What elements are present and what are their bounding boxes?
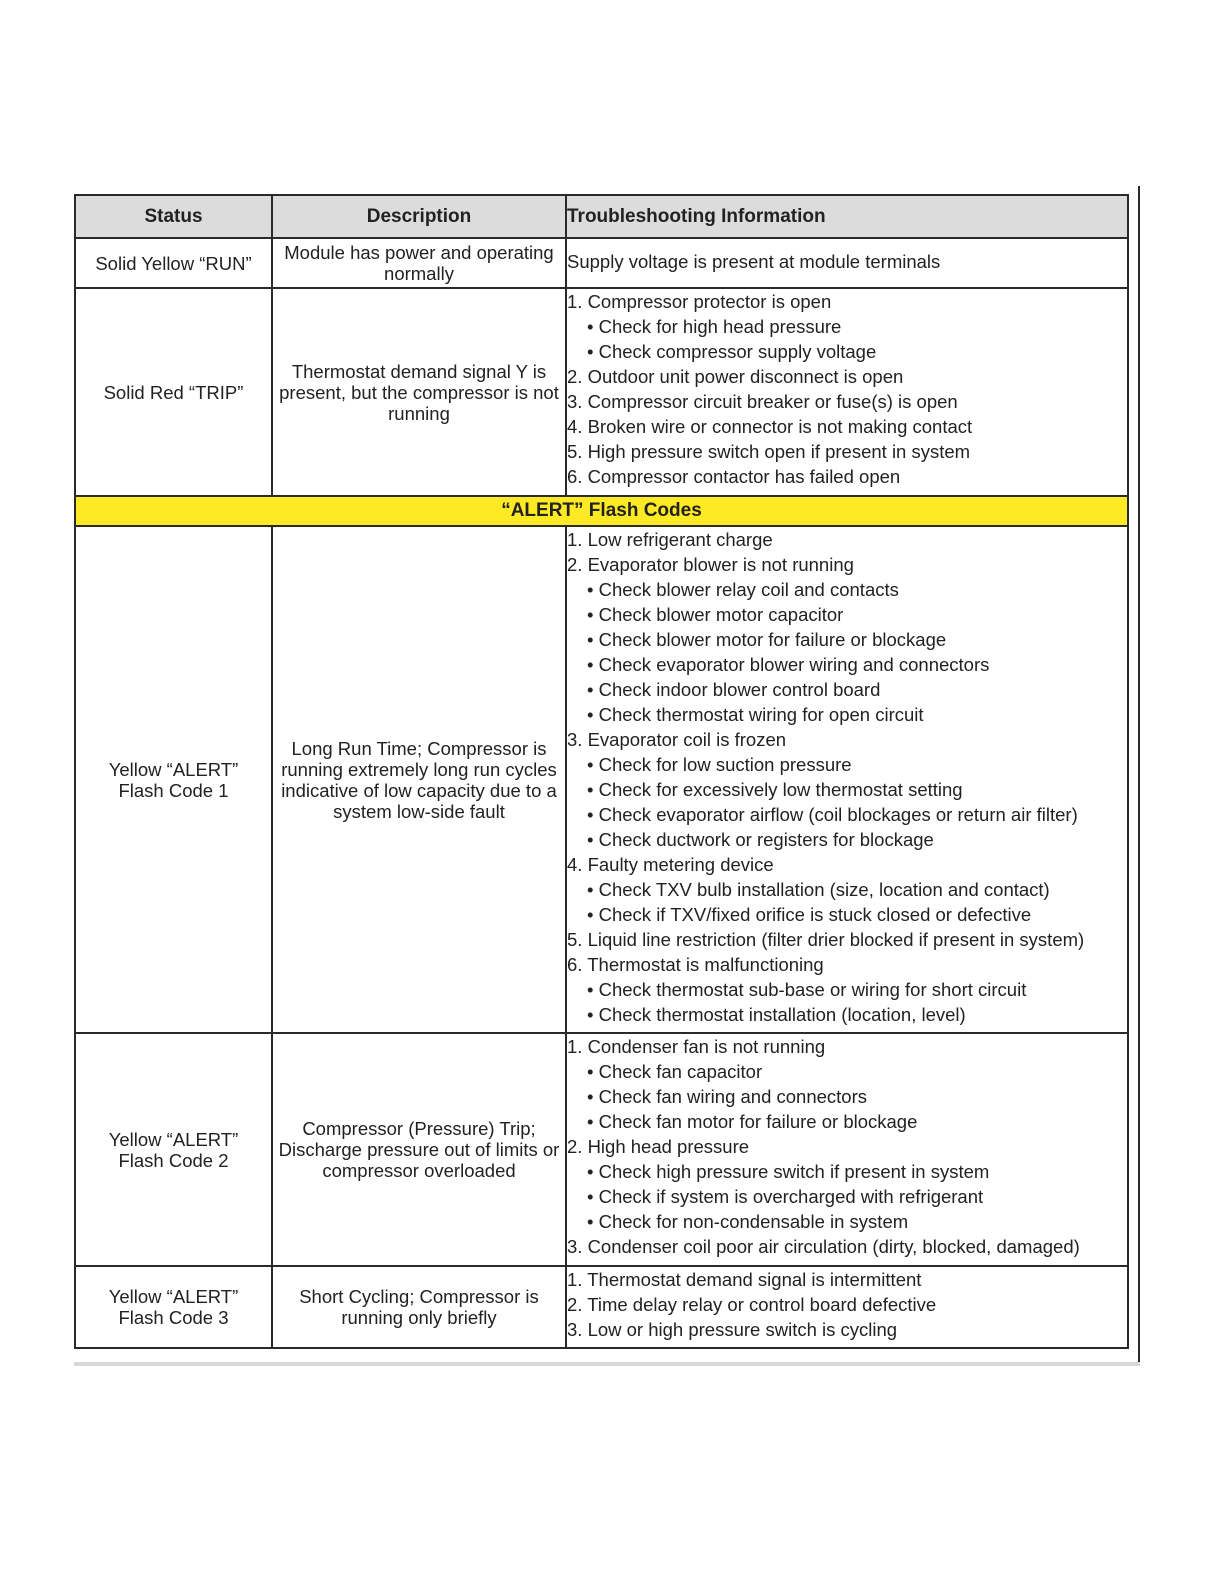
info-subline: • Check if TXV/fixed orifice is stuck closed or defective xyxy=(587,904,1032,925)
header-troubleshooting: Troubleshooting Information xyxy=(566,195,1128,238)
info-subline: • Check thermostat sub-base or wiring for short circuit xyxy=(587,979,1027,1000)
info-subline: • Check fan wiring and connectors xyxy=(587,1086,868,1107)
info-line: 2. Outdoor unit power disconnect is open xyxy=(567,366,904,387)
description-cell: Short Cycling; Compressor is running only briefly xyxy=(272,1266,566,1348)
troubleshooting-cell xyxy=(566,1266,1128,1348)
right-margin-rule xyxy=(1138,186,1140,1366)
info-subline: • Check evaporator blower wiring and connectors xyxy=(587,654,990,675)
info-line: 1. Thermostat demand signal is intermittent xyxy=(567,1269,922,1290)
info-line: 2. Evaporator blower is not running xyxy=(567,554,854,575)
troubleshooting-cell xyxy=(566,526,1128,1033)
alert-code-table xyxy=(74,194,1129,1349)
info-subline: • Check for excessively low thermostat setting xyxy=(587,779,963,800)
info-subline: • Check for low suction pressure xyxy=(587,754,852,775)
troubleshooting-cell xyxy=(566,288,1128,496)
troubleshooting-cell xyxy=(566,1033,1128,1266)
info-subline: • Check blower motor for failure or blockage xyxy=(587,629,947,650)
info-line: 5. High pressure switch open if present in system xyxy=(567,441,971,462)
table-row xyxy=(75,1266,1128,1348)
info-line: 1. Condenser fan is not running xyxy=(567,1036,826,1057)
description-cell: Module has power and operating normally xyxy=(272,238,566,288)
status-cell: Yellow “ALERT” Flash Code 1 xyxy=(75,526,272,1033)
info-subline: • Check blower motor capacitor xyxy=(587,604,844,625)
info-subline: • Check thermostat installation (location, level) xyxy=(587,1004,966,1025)
info-subline: • Check indoor blower control board xyxy=(587,679,881,700)
info-subline: • Check fan capacitor xyxy=(587,1061,763,1082)
description-cell: Long Run Time; Compressor is running extremely long run cycles indicative of low capacity due to a system low-side fault xyxy=(272,526,566,1033)
info-subline: • Check fan motor for failure or blockage xyxy=(587,1111,918,1132)
table-row xyxy=(75,1033,1128,1266)
status-cell: Yellow “ALERT” Flash Code 3 xyxy=(75,1266,272,1348)
info-subline: • Check for non-condensable in system xyxy=(587,1211,909,1232)
table-header-row xyxy=(75,195,1128,238)
info-subline: • Check blower relay coil and contacts xyxy=(587,579,899,600)
header-description: Description xyxy=(272,195,566,238)
table-row xyxy=(75,288,1128,496)
info-line: 4. Broken wire or connector is not making contact xyxy=(567,416,973,437)
info-line: 3. Evaporator coil is frozen xyxy=(567,729,787,750)
info-line: 2. High head pressure xyxy=(567,1136,750,1157)
info-subline: • Check evaporator airflow (coil blockages or return air filter) xyxy=(587,804,1078,825)
info-line: 6. Thermostat is malfunctioning xyxy=(567,954,824,975)
info-line: 1. Low refrigerant charge xyxy=(567,529,773,550)
info-line: 3. Condenser coil poor air circulation (dirty, blocked, damaged) xyxy=(567,1236,1080,1257)
info-subline: • Check if system is overcharged with refrigerant xyxy=(587,1186,984,1207)
info-subline: • Check TXV bulb installation (size, location and contact) xyxy=(587,879,1050,900)
info-subline: • Check thermostat wiring for open circuit xyxy=(587,704,924,725)
info-line: 1. Compressor protector is open xyxy=(567,291,832,312)
status-cell: Solid Yellow “RUN” xyxy=(75,238,272,288)
status-cell: Solid Red “TRIP” xyxy=(75,288,272,496)
alert-band-label: “ALERT” Flash Codes xyxy=(75,496,1128,526)
info-line: Supply voltage is present at module terminals xyxy=(567,251,941,272)
troubleshooting-cell xyxy=(566,238,1128,288)
header-status: Status xyxy=(75,195,272,238)
description-cell: Compressor (Pressure) Trip; Discharge pressure out of limits or compressor overloaded xyxy=(272,1033,566,1266)
info-line: 3. Compressor circuit breaker or fuse(s) is open xyxy=(567,391,958,412)
status-cell: Yellow “ALERT” Flash Code 2 xyxy=(75,1033,272,1266)
table-bottom-shadow xyxy=(74,1362,1140,1366)
table-row xyxy=(75,238,1128,288)
info-subline: • Check ductwork or registers for blockage xyxy=(587,829,934,850)
alert-band-row xyxy=(75,496,1128,526)
info-line: 6. Compressor contactor has failed open xyxy=(567,466,901,487)
info-subline: • Check for high head pressure xyxy=(587,316,842,337)
table-row xyxy=(75,526,1128,1033)
description-cell: Thermostat demand signal Y is present, but the compressor is not running xyxy=(272,288,566,496)
info-line: 3. Low or high pressure switch is cycling xyxy=(567,1319,898,1340)
info-line: 4. Faulty metering device xyxy=(567,854,774,875)
info-subline: • Check high pressure switch if present in system xyxy=(587,1161,990,1182)
info-subline: • Check compressor supply voltage xyxy=(587,341,877,362)
info-line: 5. Liquid line restriction (filter drier blocked if present in system) xyxy=(567,929,1085,950)
info-line: 2. Time delay relay or control board defective xyxy=(567,1294,937,1315)
